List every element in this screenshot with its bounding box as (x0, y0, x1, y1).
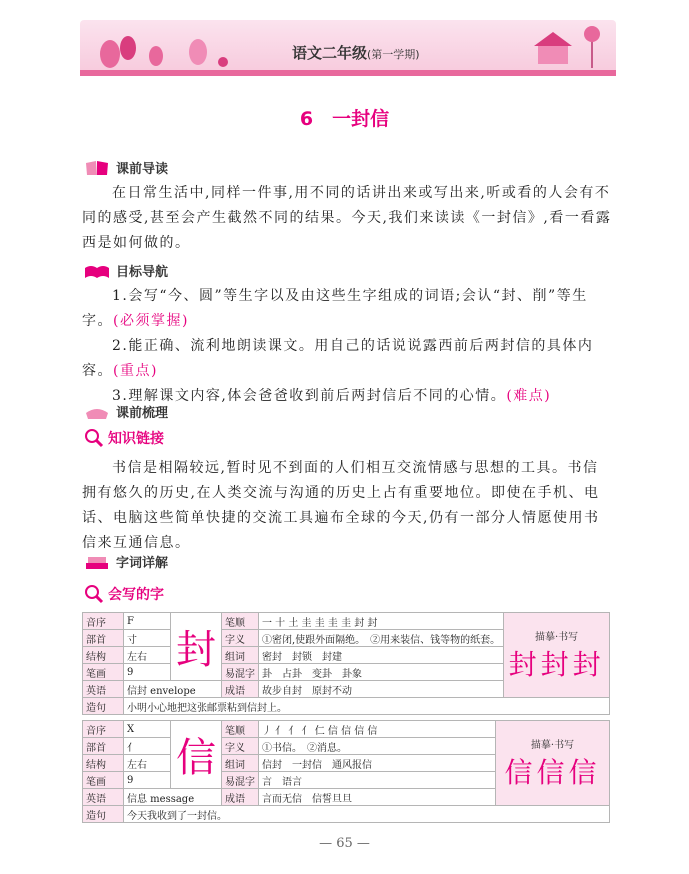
section-pre-reading: 课前导读 (84, 158, 168, 177)
char-large: 封 (171, 613, 222, 681)
section-vocab: 字词详解 (84, 552, 168, 571)
flower-decoration-icon (88, 26, 238, 72)
books-stack-icon (84, 553, 110, 571)
goal-item: 3.理解课文内容,体会爸爸收到前后两封信后不同的心情。(难点) (112, 388, 552, 404)
book-icon (84, 403, 110, 421)
stroke-order: 丿 亻 亻 亻 仁 信 信 信 信 (259, 721, 496, 738)
stroke-order: 一 十 土 圭 圭 圭 圭 封 封 (259, 613, 504, 630)
goal-item: 2.能正确、流利地朗读课文。用自己的话说说露西前后两封信的具体内容。(重点) (82, 338, 594, 379)
trace-box: 描摹·书写 封封封 (504, 613, 610, 698)
pre-reading-text: 在日常生活中,同样一件事,用不同的话讲出来或写出来,听或看的人会有不同的感受,甚至会产生截然不同的结果。今天,我们来读读《一封信》,看一看露西是如何做的。 (82, 185, 612, 251)
field-label: 音序 (83, 613, 124, 630)
page-number: — 65 — (319, 836, 370, 851)
knowledge-heading: 知识链接 (84, 428, 164, 448)
magnifier-icon (84, 428, 104, 448)
goals-list (82, 284, 612, 409)
house-decoration-icon (510, 24, 610, 72)
trace-chars: 封封封 (508, 647, 605, 681)
open-book-icon (84, 262, 110, 280)
example-sentence: 小明小心地把这张邮票粘到信封上。 (124, 698, 610, 715)
write-chars-heading: 会写的字 (84, 584, 164, 604)
page-header (80, 20, 616, 76)
trace-box: 描摹·书写 信信信 (496, 721, 610, 806)
example-sentence: 今天我收到了一封信。 (124, 806, 610, 823)
char-large: 信 (171, 721, 222, 789)
char-card: 音序 F 封 笔顺 一 十 土 圭 圭 圭 圭 封 封 描摹·书写 封封封 部首 寸 字义 ①密闭,使跟外面隔绝。 ②用来装信、钱等物的纸套。 结构 左右 组词 密封 封锁 封建 笔画 9 易混字 卦 占卦 变卦 卦象 英语 信封 envelope 成语 故步自封 原封不动 造句 小明小心地把这张邮票粘到信封上。 (82, 612, 610, 715)
goal-item: 1.会写“今、圆”等生字以及由这些生字组成的词语;会认“封、削”等生字。(必须掌握) (82, 288, 588, 329)
magnifier-icon (84, 584, 104, 604)
section-review: 课前梳理 (84, 402, 168, 421)
book-title: 语文二年级(第一学期) (292, 44, 420, 62)
book-icon (84, 159, 110, 177)
char-card: 音序 X 信 笔顺 丿 亻 亻 亻 仁 信 信 信 信 描摹·书写 信信信 部首 亻 字义 ①书信。 ②消息。 结构 左右 组词 信封 一封信 通风报信 笔画 9 易混字 言 语言 英语 信息 message 成语 言而无信 信誓旦旦 造句 今天我收到了一封信。 (82, 720, 610, 823)
lesson-title: 6 一封信 (299, 108, 390, 130)
trace-chars: 信信信 (504, 755, 601, 789)
section-goals: 目标导航 (84, 261, 168, 280)
knowledge-text: 书信是相隔较远,暂时见不到面的人们相互交流情感与思想的工具。书信拥有悠久的历史,在人类交流与沟通的历史上占有重要地位。即使在手机、电话、电脑这些简单快捷的交流工具遍布全球的今天,仍有一部分人情愿使用书信来互通信息。 (82, 460, 600, 551)
